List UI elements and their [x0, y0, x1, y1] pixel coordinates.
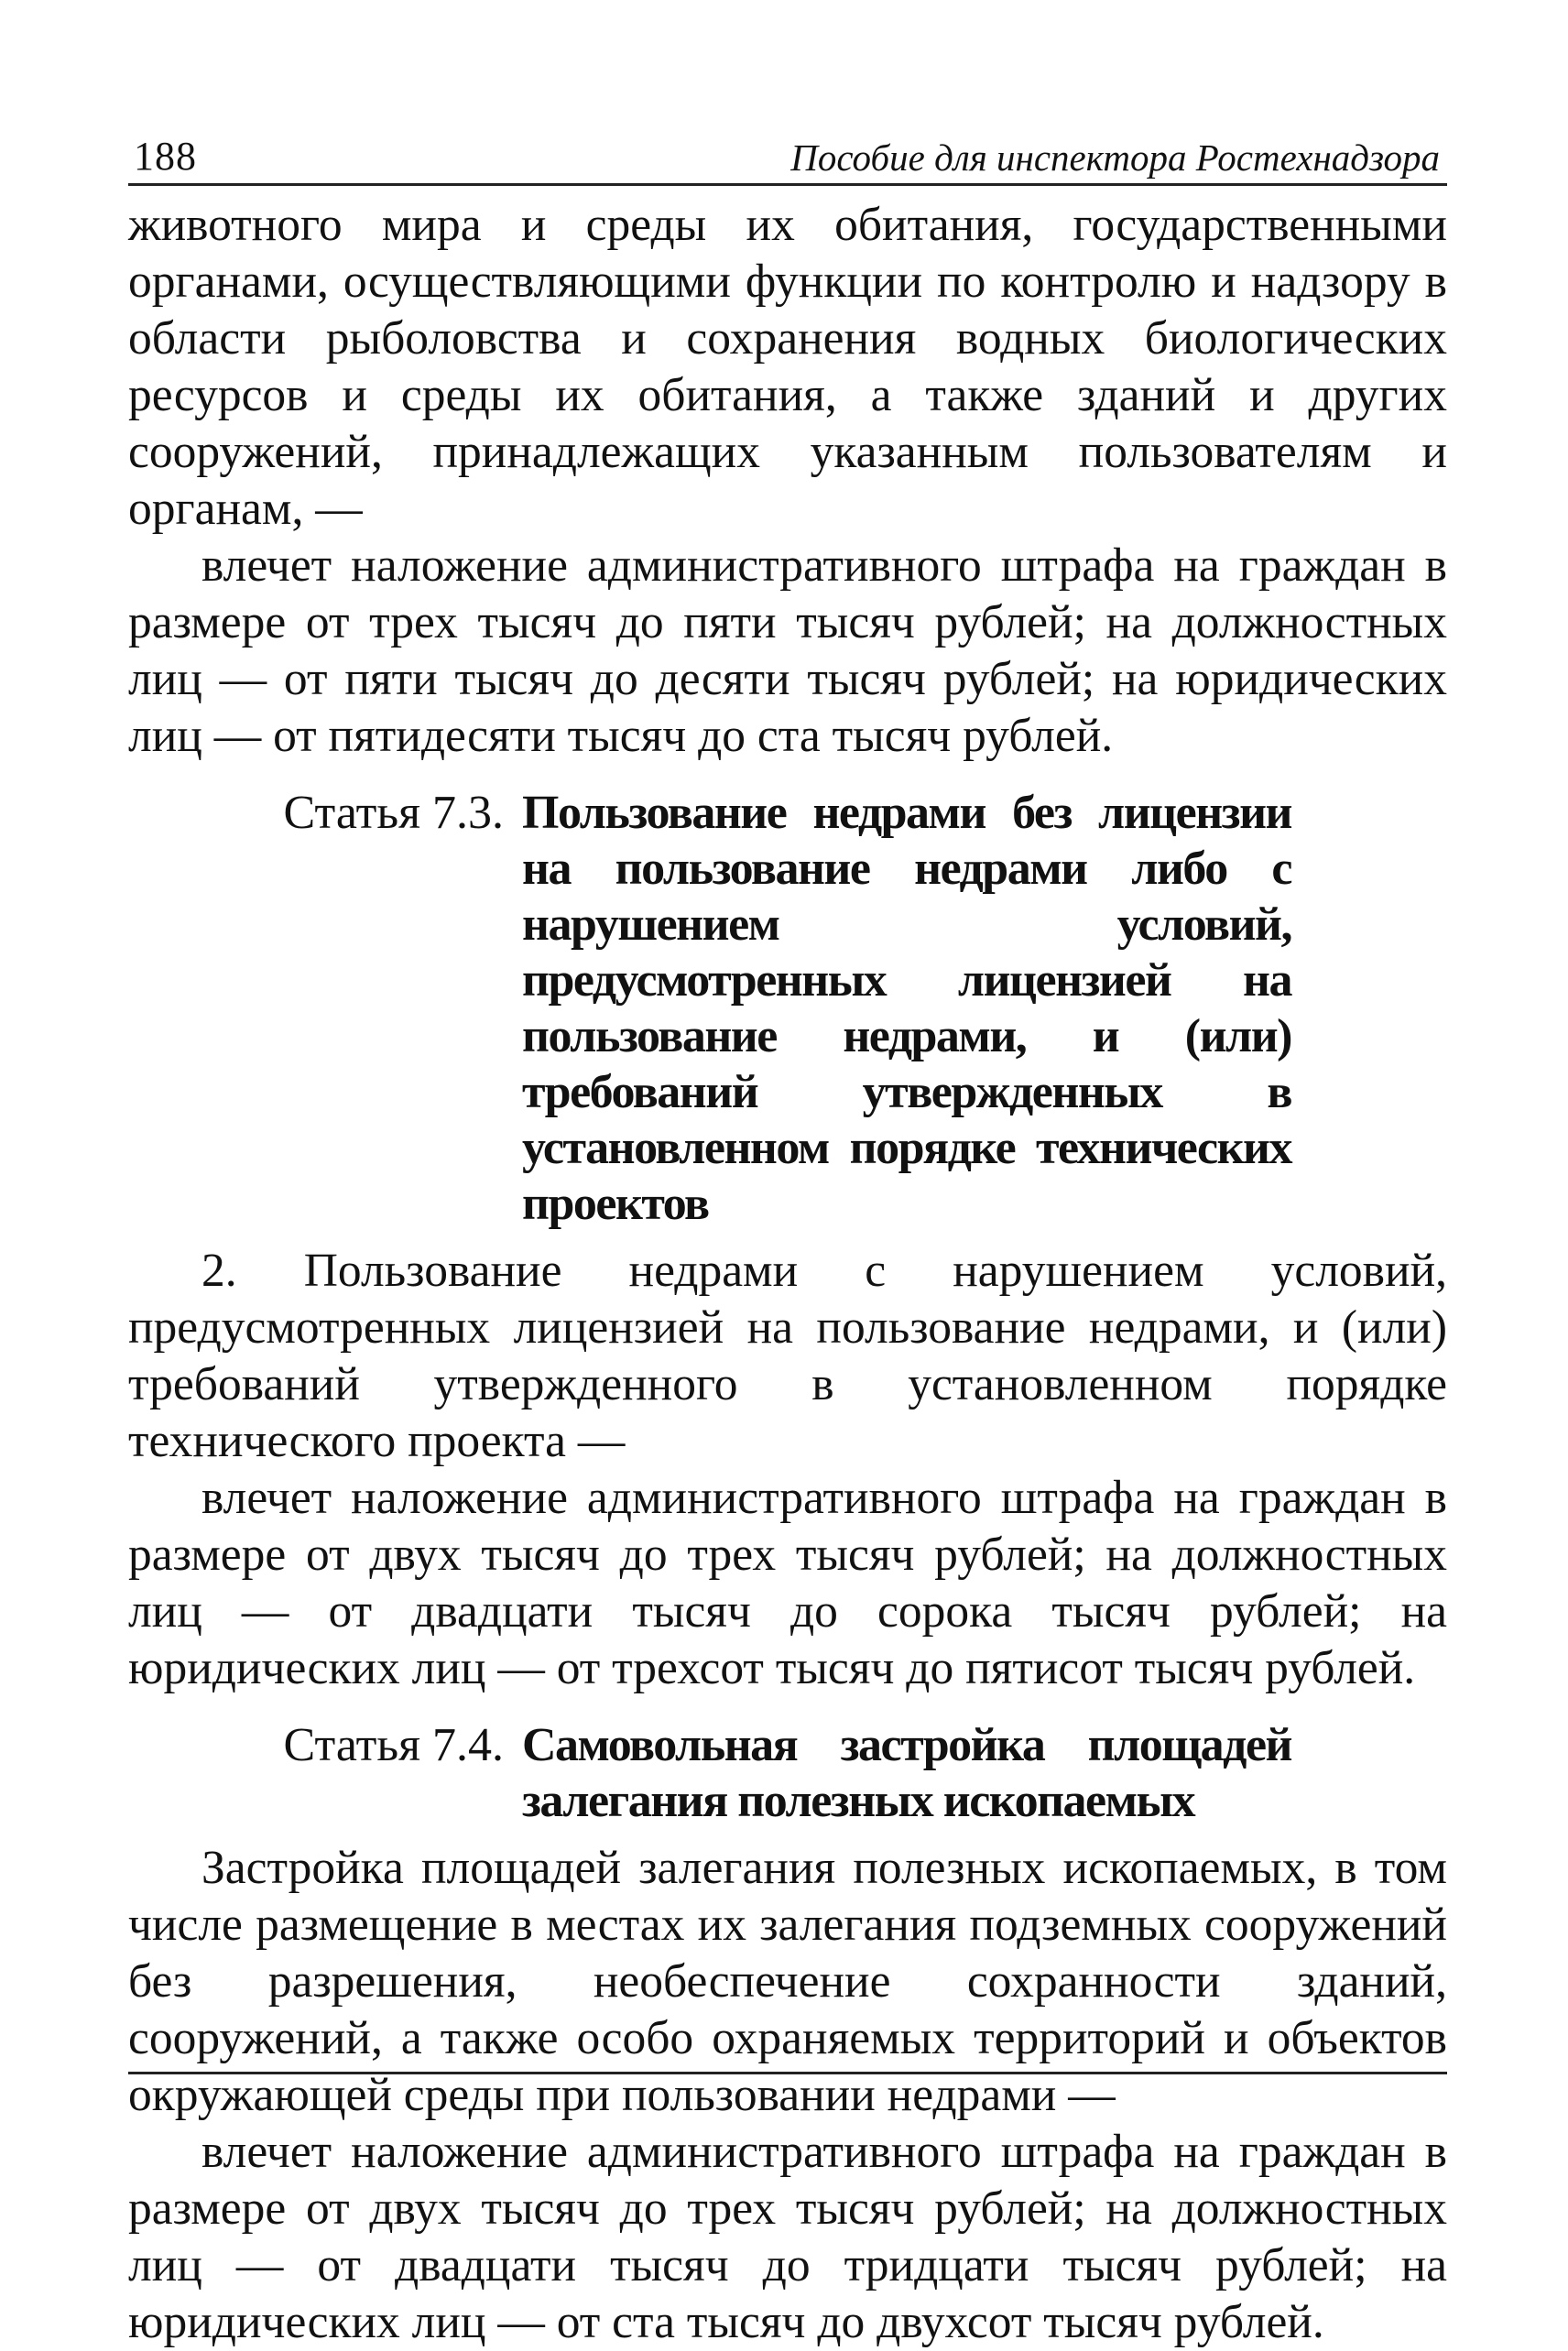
paragraph-clause: 2. Пользование недрами с нарушением условий, предусмотренных лицензией на пользование недрами, и (или) требований утвержденного в установленном порядке технического проекта — [128, 1245, 1447, 1467]
page-body [128, 197, 1447, 2351]
paragraph-penalty: влечет наложение административного штрафа на граждан в размере от трех тысяч до пяти тысяч рублей; на должностных лиц — от пяти тысяч до десяти тысяч рублей; на юридических лиц — от пятидесяти тысяч до ста тысяч рублей. [128, 539, 1447, 762]
running-title: Пособие для инспектора Ростехнадзора [790, 136, 1440, 179]
article-heading-7-4 [128, 1717, 1447, 1829]
paragraph-clause: Застройка площадей залегания полезных ископаемых, в том числе размещение в местах их залегания подземных сооружений без разрешения, необеспечение сохранности зданий, сооружений, а также особо охраняемых территорий и объектов окружающей среды при пользовании недрами — [128, 1842, 1447, 2121]
article-heading-7-3 [128, 785, 1447, 1232]
article-title: Пользование недрами без лицензии на пользование недрами либо с нарушением условий, предусмотренных лицензией на пользование недрами, и (или) требований утвержденных в установленном порядке технических проектов [522, 787, 1291, 1230]
book-page [128, 110, 1447, 2351]
article-label: Статья 7.4. [283, 1719, 504, 1771]
article-title: Самовольная застройка площадей залегания полезных ископаемых [522, 1719, 1291, 1827]
page-header [128, 110, 1447, 186]
page-number: 188 [134, 134, 197, 179]
paragraph-continuation: животного мира и среды их обитания, государственными органами, осуществляющими функции по контролю и надзору в области рыболовства и сохранения водных биологических ресурсов и среды их обитания, а также зданий и других сооружений, принадлежащих указанным пользователям и органам, — [128, 199, 1447, 535]
article-label: Статья 7.3. [283, 787, 504, 839]
paragraph-penalty: влечет наложение административного штрафа на граждан в размере от двух тысяч до трех тысяч рублей; на должностных лиц — от двадцати тысяч до тридцати тысяч рублей; на юридических лиц — от ста тысяч до двухсот тысяч рублей. [128, 2126, 1447, 2348]
bottom-rule [128, 2072, 1447, 2074]
paragraph-penalty: влечет наложение административного штрафа на граждан в размере от двух тысяч до трех тысяч рублей; на должностных лиц — от двадцати тысяч до сорока тысяч рублей; на юридических лиц — от трехсот тысяч до пятисот тысяч рублей. [128, 1472, 1447, 1694]
